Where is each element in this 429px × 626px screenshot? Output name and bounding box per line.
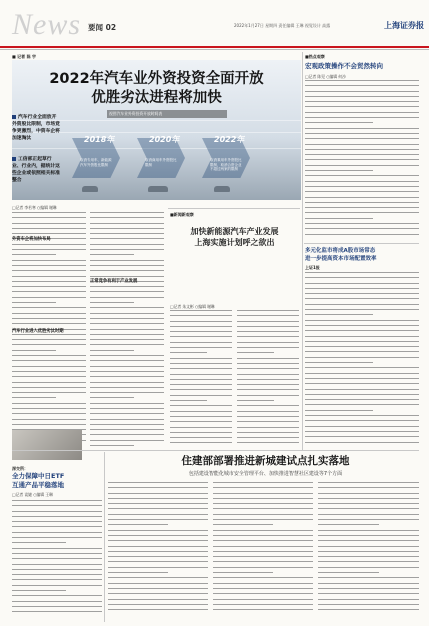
- lead-headline-line1: 2022年汽车业外资投资全面开放: [49, 71, 264, 87]
- right-subhead-2: 上证1报: [305, 265, 320, 270]
- etf-headline-line1: 全力保障中日ETF: [12, 472, 65, 480]
- lead-kicker: ■ 记者 陈 宇: [12, 54, 36, 59]
- column-divider: [104, 452, 105, 622]
- bottom-headline: 住建部部署推进新城建试点扎实落地: [181, 455, 350, 467]
- feature-headline-line1: 加快新能源汽车产业发展: [190, 227, 279, 236]
- timeline-phase: 取消乘用车外资股比限制，取消合资企业不超过两家的限制: [210, 158, 242, 172]
- date-line: 2022年1月27日 星期四 责任编辑 王琳 视觉设计 高露: [234, 23, 331, 28]
- text-line: [213, 609, 313, 614]
- right-byline: □记者 陈见 ○编辑 何沙: [305, 74, 346, 79]
- photo-caption: 视图汽车业外资投资开放时间表: [107, 110, 227, 118]
- section-divider: [304, 243, 419, 244]
- right-kicker: ■热点观察: [305, 54, 325, 59]
- timeline-year: 2020年: [149, 135, 180, 144]
- car-icon: [214, 186, 230, 192]
- feature-body-col1: [170, 310, 232, 450]
- section-divider: [168, 208, 300, 209]
- truck-icon: [148, 186, 168, 192]
- subhead: 正常竞争有利于产业发展: [90, 279, 138, 284]
- lead-bullet: 工信部正起草行业、行业内，据统计这些企业或依照相关标准整合: [12, 157, 60, 183]
- section-divider: [12, 450, 419, 451]
- paper-logo: 上海证券报: [384, 20, 424, 30]
- right-body: [305, 80, 419, 242]
- text-line: [170, 442, 232, 447]
- timeline-year: 2022年: [214, 135, 245, 144]
- etf-photo: [12, 430, 82, 460]
- bottom-body-col3: [318, 482, 419, 618]
- lead-body-col2: [90, 212, 164, 452]
- lead-headline-line2: 优胜劣汰进程将加快: [91, 90, 222, 106]
- text-line: [108, 609, 208, 614]
- text-line: [305, 442, 419, 447]
- news-wordmark: News: [12, 8, 82, 41]
- timeline-phase: 取消专用车、新能源汽车外资股比限制: [80, 158, 112, 167]
- lead-bullet: 汽车行业全面放开外资股比限制，市场竞争更激烈，中资车企将加速淘汰: [12, 115, 60, 141]
- lead-headline: [12, 70, 301, 108]
- lead-byline: □记者 李若寒 ○编辑 谢琳: [12, 205, 57, 210]
- subhead: 外资车企将加快布局: [12, 237, 51, 242]
- right-headline: 宏观政策操作不会贸然转向: [305, 62, 383, 70]
- text-line: [318, 609, 419, 614]
- bottom-subheadline: 包括建设智能化城市安全管理平台、加快推进智慧社区建设等7个方面: [188, 471, 343, 477]
- header-rule: [0, 46, 429, 48]
- subhead: 汽车行业进入优胜劣汰时期: [12, 329, 64, 334]
- column-divider: [302, 52, 303, 450]
- timeline-year: 2018年: [84, 135, 115, 144]
- feature-byline: □记者 朱文彬 ○编辑 谢琳: [170, 304, 215, 309]
- bottom-body-col2: [213, 482, 313, 618]
- text-line: [237, 442, 299, 447]
- feature-headline: [170, 226, 299, 248]
- masthead: [0, 0, 429, 50]
- section-name: 要闻 02: [88, 23, 117, 32]
- etf-kicker: 深交所：: [12, 466, 28, 471]
- right-headline-2-line2: 进一步提高资本市场配置效率: [305, 256, 377, 262]
- car-icon: [82, 186, 98, 192]
- right-headline-2: [305, 247, 419, 263]
- feature-kicker: ■新闻新观察: [170, 212, 194, 217]
- right-body-2: [305, 272, 419, 452]
- etf-headline-line2: 互通产品平稳落地: [12, 480, 64, 489]
- etf-body: [12, 500, 102, 618]
- etf-byline: □记者 谈婕 ○编辑 王琳: [12, 492, 53, 497]
- etf-headline: [12, 472, 92, 489]
- right-headline-2-line1: 多元化监市将成A股市场常态: [305, 248, 376, 254]
- feature-headline-line2: 上海实施计划呼之欲出: [194, 238, 275, 247]
- feature-body-col2: [237, 310, 299, 450]
- text-line: [305, 234, 419, 239]
- timeline-phase: 取消商用车外资股比限制: [145, 158, 177, 167]
- bottom-body-col1: [108, 482, 208, 618]
- text-line: [12, 611, 102, 616]
